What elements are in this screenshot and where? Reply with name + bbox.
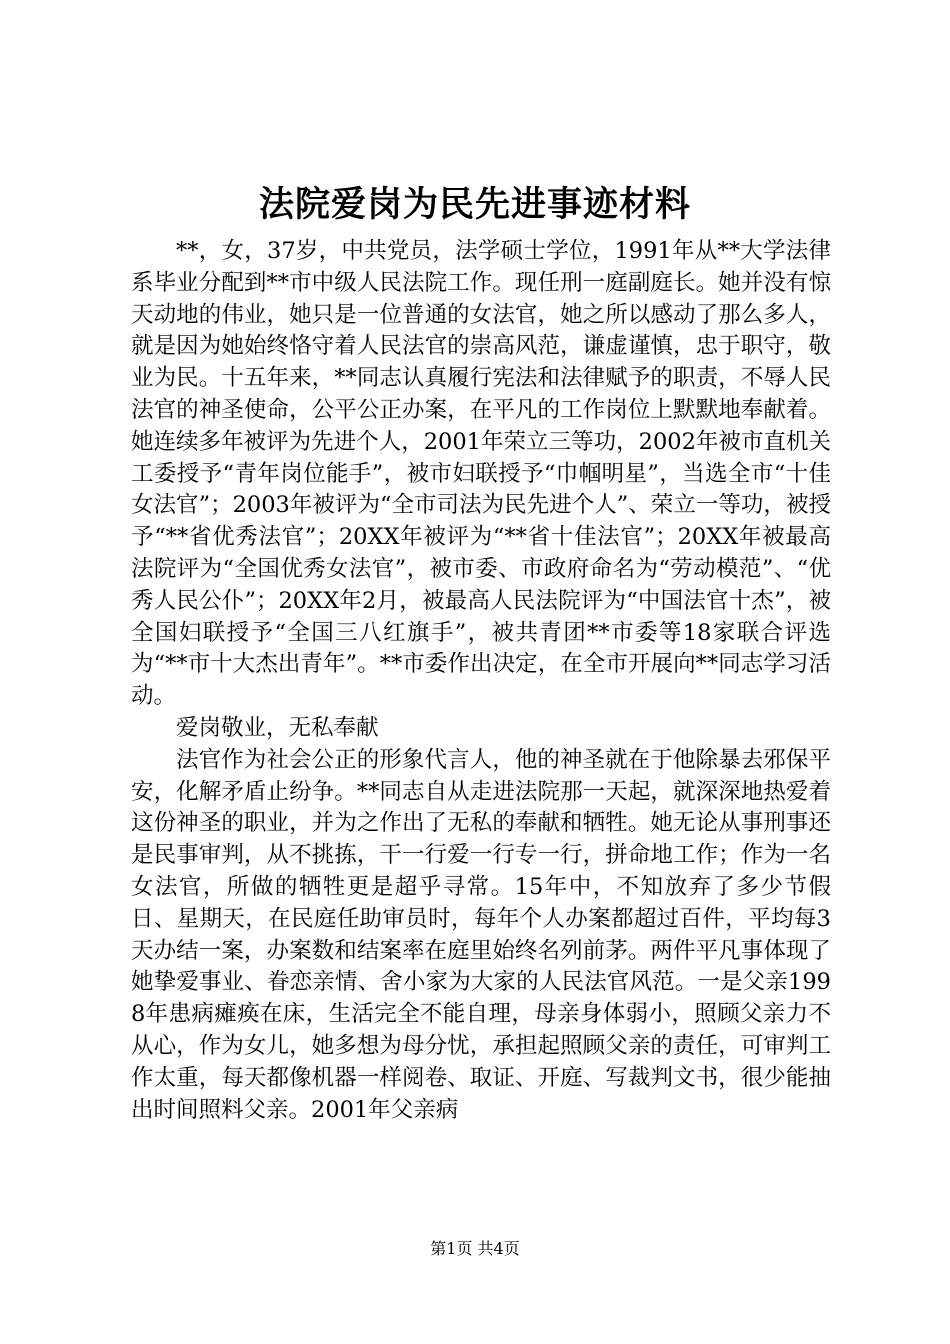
page-number-footer: 第1页 共4页 — [430, 1239, 520, 1258]
section-heading: 爱岗敬业，无私奉献 — [176, 714, 379, 741]
document-body — [131, 236, 831, 1126]
document-title: 法院爱岗为民先进事迹材料 — [258, 184, 691, 225]
paragraph-intro: **，女，37岁，中共党员，法学硕士学位，1991年从**大学法律系毕业分配到**市中级人民法院工作。现任刑一庭副庭长。她并没有惊天动地的伟业，她只是一位普通的女法官，她之所以感动了那么多人，就是因为她始终恪守着人民法官的崇高风范，谦虚谨慎，忠于职守，敬业为民。十五年来，**同志认真履行宪法和法律赋予的职责，不辱人民法官的神圣使命，公平公正办案，在平凡的工作岗位上默默地奉献着。她连续多年被评为先进个人，2001年荣立三等功，2002年被市直机关工委授予“青年岗位能手”，被市妇联授予“巾帼明星”，当选全市“十佳女法官”；2003年被评为“全市司法为民先进个人”、荣立一等功，被授予“**省优秀法官”；20XX年被评为“**省十佳法官”；20XX年被最高法院评为“全国优秀女法官”，被市委、市政府命名为“劳动模范”、“优秀人民公仆”；20XX年2月，被最高人民法院评为“中国法官十杰”，被全国妇联授予“全国三八红旗手”，被共青团**市委等18家联合评选为“**市十大杰出青年”。**市委作出决定，在全市开展向**同志学习活动。 — [131, 238, 831, 710]
paragraph-dedication: 法官作为社会公正的形象代言人，他的神圣就在于他除暴去邪保平安，化解矛盾止纷争。**同志自从走进法院那一天起，就深深地热爱着这份神圣的职业，并为之作出了无私的奉献和牺牲。她无论从事刑事还是民事审判，从不挑拣，干一行爱一行专一行，拼命地工作；作为一名女法官，所做的牺牲更是超乎寻常。15年中，不知放弃了多少节假日、星期天，在民庭任助审员时，每年个人办案都超过百件，平均每3天办结一案，办案数和结案率在庭里始终名列前茅。两件平凡事体现了她挚爱事业、眷恋亲情、舍小家为大家的人民法官风范。一是父亲1998年患病瘫痪在床，生活完全不能自理，母亲身体弱小，照顾父亲力不从心，作为女儿，她多想为母分忧，承担起照顾父亲的责任，可审判工作太重，每天都像机器一样阅卷、取证、开庭、写裁判文书，很少能抽出时间照料父亲。2001年父亲病 — [131, 746, 831, 1123]
